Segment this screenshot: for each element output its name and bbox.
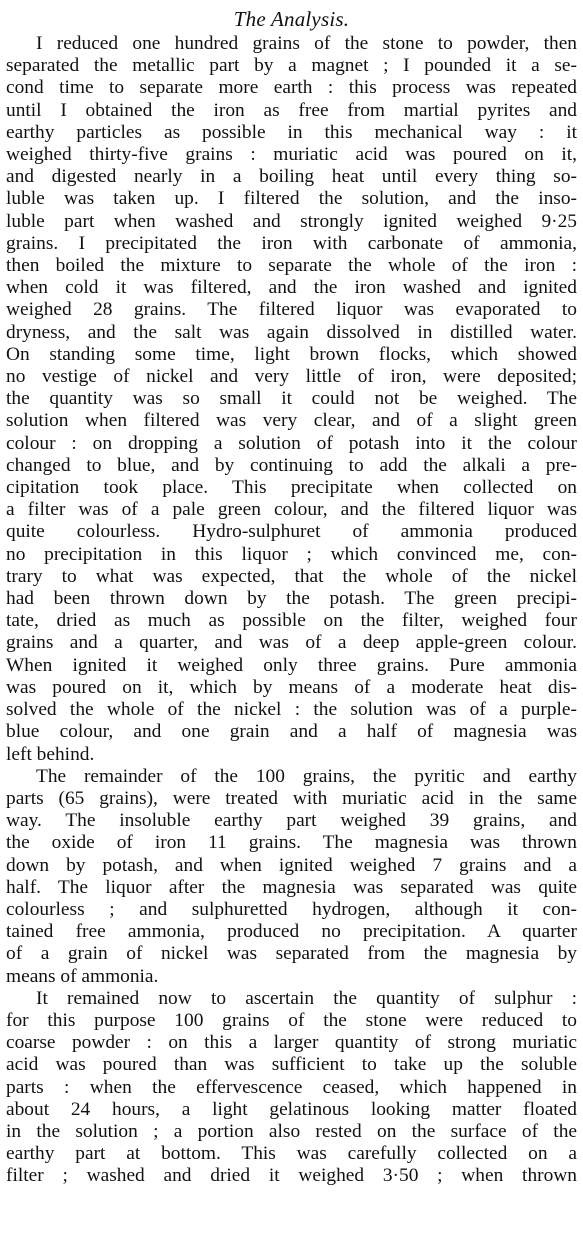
text-line: tained free ammonia, produced no precipitation. A quarter	[6, 921, 577, 943]
text-line: about 24 hours, a light gelatinous looking matter floated	[6, 1098, 577, 1120]
text-line: parts (65 grains), were treated with muriatic acid in the same	[6, 787, 577, 809]
text-line: had been thrown down by the potash. The green precipi-	[6, 588, 577, 610]
text-line: grains and a quarter, and was of a deep apple-green colour.	[6, 632, 577, 654]
text-line: no precipitation in this liquor ; which convinced me, con-	[6, 543, 577, 565]
text-line: and digested nearly in a boiling heat until every thing so-	[6, 166, 577, 188]
text-line: left behind.	[6, 743, 95, 765]
text-line: I reduced one hundred grains of the stone to powder, then	[36, 33, 577, 54]
text-line: tate, dried as much as possible on the filter, weighed four	[6, 610, 577, 632]
text-line: half. The liquor after the magnesia was separated was quite	[6, 876, 577, 898]
text-line: down by potash, and when ignited weighed 7 grains and a	[6, 854, 577, 876]
text-line: changed to blue, and by continuing to add the alkali a pre-	[6, 454, 577, 476]
text-line: parts : when the effervescence ceased, which happened in	[6, 1076, 577, 1098]
text-line: a filter was of a pale green colour, and the filtered liquor was	[6, 499, 577, 521]
text-line: no vestige of nickel and very little of iron, were deposited;	[6, 366, 577, 388]
text-line: the quantity was so small it could not be weighed. The	[6, 388, 577, 410]
text-line: until I obtained the iron as free from martial pyrites and	[6, 99, 577, 121]
paragraph-1	[6, 33, 577, 766]
text-line: trary to what was expected, that the whole of the nickel	[6, 565, 577, 587]
text-line: weighed thirty-five grains : muriatic acid was poured on it,	[6, 144, 577, 166]
text-line: The remainder of the 100 grains, the pyritic and earthy	[36, 765, 577, 787]
text-line: was poured on it, which by means of a moderate heat dis-	[6, 676, 577, 698]
text-line: acid was poured than was sufficient to take up the soluble	[6, 1054, 577, 1076]
text-line: the oxide of iron 11 grains. The magnesia was thrown	[6, 832, 577, 854]
text-line: separated the metallic part by a magnet ; I pounded it a se-	[6, 55, 577, 77]
text-line: colour : on dropping a solution of potash into it the colour	[6, 432, 577, 454]
text-line: grains. I precipitated the iron with carbonate of ammonia,	[6, 232, 577, 254]
section-heading: The Analysis.	[233, 7, 350, 31]
text-line: weighed 28 grains. The filtered liquor was evaporated to	[6, 299, 577, 321]
text-line: On standing some time, light brown flocks, which showed	[6, 343, 577, 365]
text-line: colourless ; and sulphuretted hydrogen, although it con-	[6, 898, 577, 920]
text-line: means of ammonia.	[6, 965, 159, 987]
text-line: earthy part at bottom. This was carefully collected on a	[6, 1143, 577, 1165]
text-line: luble part when washed and strongly ignited weighed 9·25	[6, 210, 577, 232]
text-line: of a grain of nickel was separated from the magnesia by	[6, 943, 577, 965]
text-line: in the solution ; a portion also rested on the surface of the	[6, 1120, 577, 1142]
paragraph-3	[6, 988, 577, 1188]
text-line: It remained now to ascertain the quantity of sulphur :	[36, 987, 577, 1009]
text-line: earthy particles as possible in this mechanical way : it	[6, 121, 577, 143]
text-line: quite colourless. Hydro-sulphuret of ammonia produced	[6, 521, 577, 543]
text-line: for this purpose 100 grains of the stone were reduced to	[6, 1009, 577, 1031]
paragraph-2	[6, 766, 577, 988]
text-line: then boiled the mixture to separate the whole of the iron :	[6, 255, 577, 277]
text-line: When ignited it weighed only three grains. Pure ammonia	[6, 654, 577, 676]
text-line: filter ; washed and dried it weighed 3·50 ; when thrown	[6, 1165, 577, 1187]
text-line: cipitation took place. This precipitate when collected on	[6, 477, 577, 499]
text-line: blue colour, and one grain and a half of magnesia was	[6, 721, 577, 743]
text-line: when cold it was filtered, and the iron washed and ignited	[6, 277, 577, 299]
text-line: luble was taken up. I filtered the solution, and the inso-	[6, 188, 577, 210]
text-line: way. The insoluble earthy part weighed 39 grains, and	[6, 810, 577, 832]
text-line: solution when filtered was very clear, and of a slight green	[6, 410, 577, 432]
text-line: solved the whole of the nickel : the solution was of a purple-	[6, 699, 577, 721]
text-line: dryness, and the salt was again dissolved in distilled water.	[6, 321, 577, 343]
text-line: coarse powder : on this a larger quantity of strong muriatic	[6, 1032, 577, 1054]
text-line: cond time to separate more earth : this process was repeated	[6, 77, 577, 99]
